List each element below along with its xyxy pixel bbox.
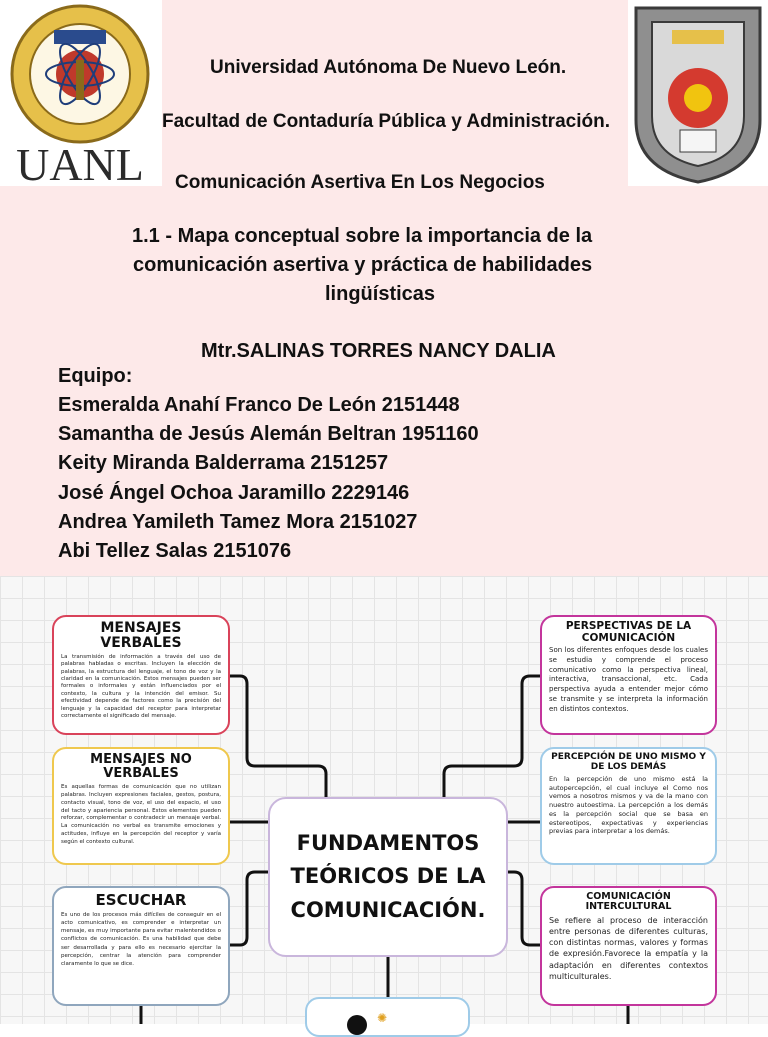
card-title: MENSAJES VERBALES [100, 620, 182, 652]
team-member: Andrea Yamileth Tamez Mora 2151027 [58, 511, 418, 533]
assignment-title-line1: 1.1 - Mapa conceptual sobre la importancia de la [132, 225, 593, 247]
card-title: PERSPECTIVAS DE LA COMUNICACIÓN [565, 620, 692, 644]
card-comunicacion-intercultural [540, 886, 717, 1006]
sparkle-icon: ✺ [377, 1011, 388, 1025]
team-member: Keity Miranda Balderrama 2151257 [58, 452, 389, 474]
card-perspectivas [540, 615, 717, 735]
card-escuchar [52, 886, 230, 1006]
card-mensajes-no-verbales [52, 747, 230, 865]
team-member: Samantha de Jesús Alemán Beltran 1951160 [58, 423, 479, 445]
card-title: COMUNICACIÓN INTERCULTURAL [585, 891, 672, 913]
faculty-name: Facultad de Contaduría Pública y Administración. [162, 111, 610, 132]
university-name: Universidad Autónoma De Nuevo León. [210, 57, 567, 78]
uanl-wordmark: UANL [16, 139, 144, 186]
central-concept [268, 797, 508, 957]
card-text: Es uno de los procesos más difíciles de conseguir en el acto comunicativo, es comprender e interpretar un mensaje, es muy importante para evitar malentendidos o conflictos de comunicación. Es una habilidad que debe ser desarrollada y para ello es necesario ejercitar la percepción, centrar la atención para comprender claramente lo que se dice. [61, 911, 221, 967]
card-title: MENSAJES NO VERBALES [90, 752, 192, 782]
team-member: Abi Tellez Salas 2151076 [58, 540, 292, 562]
team-member: José Ángel Ochoa Jaramillo 2229146 [58, 482, 410, 504]
assignment-title-line2: comunicación asertiva y práctica de habilidades [133, 254, 593, 276]
card-text: La transmisión de información a través del uso de palabras habladas o escritas. Incluyen la elección de palabras, la estructura del lenguaje, el tono de voz y la claridad en la comunicación. Estos mensajes pueden ser formales o informales y están influenciados por el contexto, la cultura y la intención del emisor. Su efectividad depende de factores como la precisión del lenguaje y la capacidad del receptor para interpretar correctamente el significado del mensaje. [61, 653, 221, 720]
card-text: En la percepción de uno mismo está la autopercepción, el cual incluye el Como nos vemos a nosotros mismos y va de la mano con nuestro autoestima. La percepción a los demás es la percepción social que se basa en estereotipos, expectativas y experiencias previas para interpretar a los demás. [549, 774, 708, 836]
card-text: Son los diferentes enfoques desde los cuales se estudia y comprende el proceso comunicativo como la perspectiva lineal, interactiva, transaccional, etc. Cada perspectiva ayuda a entender mejor cómo se transmite y se interpreta la información en distintos contextos. [549, 646, 708, 713]
bulb-icon [347, 1015, 367, 1035]
central-line: TEÓRICOS DE LA [290, 864, 486, 889]
assignment-title-line3: lingüísticas [325, 283, 436, 305]
card-text: Se refiere al proceso de interacción entre personas de diferentes culturas, con distintas normas, valores y formas de expresión.Favorece la empatía y la adaptación en diferentes contextos multiculturales. [549, 915, 708, 981]
card-text: Es aquellas formas de comunicación que no utilizan palabras. Incluyen expresiones faciales, gestos, postura, contacto visual, tono de voz, el uso del espacio, el uso del tacto y apariencia personal. Estos elementos pueden reforzar, complementar o contradecir un mensaje verbal. La comunicación no verbal es transmite emociones y actitudes, influye en la percepción del receptor y varía según el contexto cultural. [61, 783, 221, 846]
card-percepcion [540, 747, 717, 865]
teacher-name: Mtr.SALINAS TORRES NANCY DALIA [201, 340, 556, 362]
team-label: Equipo: [58, 365, 133, 387]
bottom-card-partial [305, 997, 470, 1037]
course-name: Comunicación Asertiva En Los Negocios [175, 172, 545, 193]
card-title: ESCUCHAR [95, 891, 187, 909]
team-member: Esmeralda Anahí Franco De León 2151448 [58, 394, 460, 416]
central-line: FUNDAMENTOS [296, 830, 480, 855]
card-mensajes-verbales [52, 615, 230, 735]
central-concept-title [291, 827, 486, 928]
central-line: COMUNICACIÓN. [290, 897, 486, 922]
card-title: PERCEPCIÓN DE UNO MISMO Y DE LOS DEMÁS [551, 752, 706, 772]
